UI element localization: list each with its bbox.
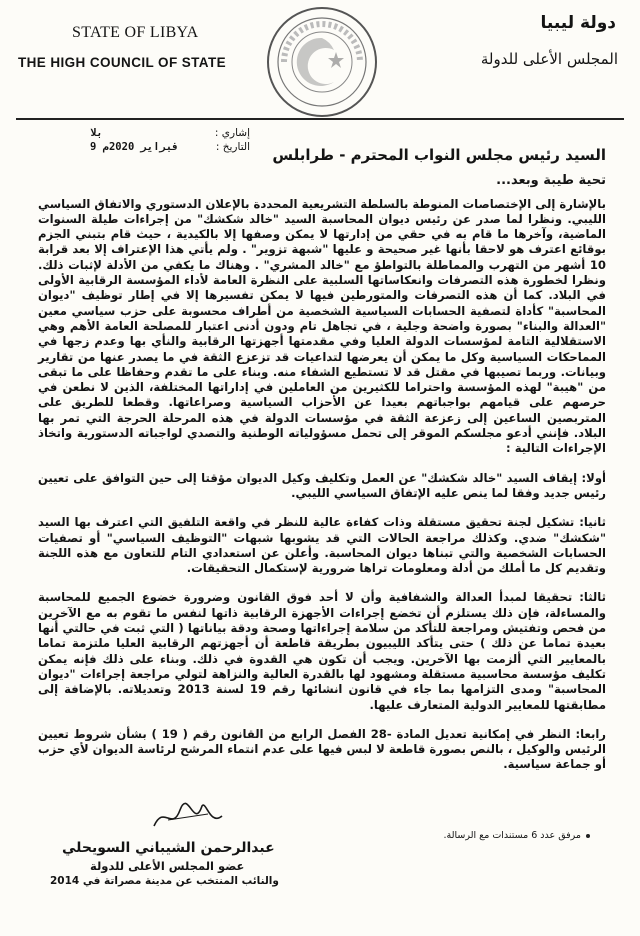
letterhead-arabic-title: دولة ليبيا bbox=[540, 13, 616, 33]
item-third: ثالثا: تحقيقا لمبدأ العدالة والشفافية وأن لا أحد فوق القانون وضرورة خضوع الجميع للمحاسبة والمساءلة، فإن ذلك يستلزم أن تخضع إجراءات الأجهزة الرقابية ذاتها لنفس ما تقوم به مع الآخرين من فحص وتفتيش ومراجعة للتأكد من سلامة إجراءاتها وصحة ودقة بياناتها ( التي ثبت في حالتي أنها بعيدة تماما عن ذلك ) حتى يتأكد الليبيون بطريقة قاطعة أن أجهزتهم الرقابية العليا ملتزمة تماما بالمعايير التي ألزمت بها الآخرين. ويجب أن تكون هي القدوة في ذلك. وبناء على ذلك فإنه يمكن تكليف مؤسسة محاسبية مستقلة ومشهود لها بالقدرة العالية والنزاهة لتولي مراجعة إجراءات "ديوان المحاسبة" ومدى التزامها بما جاء في قانون انشائها رقم 19 لسنة 2013 وتعديلاته. بالإضافة إلى مطابقتها للمعايير الدولية المتعارف عليها. bbox=[38, 590, 606, 712]
item-first: أولا: إيقاف السيد "خالد شكشك" عن العمل وتكليف وكيل الديوان مؤقتا إلى حين التوافق على تعيين رئيس جديد وفقا لما ينص عليه الإتفاق السياسي الليبي. bbox=[38, 470, 606, 500]
reference-label: إشاري : bbox=[214, 127, 250, 139]
signatory-role: عضو المجلس الأعلى للدولة bbox=[90, 859, 245, 873]
main-paragraph: بالإشارة إلى الإختصاصات المنوطة بالسلطة التشريعية المحددة بالإعلان الدستوري والاتفاق السياسي الليبي. ونظرا لما صدر عن رئيس ديوان المحاسبة السيد "خالد شكشك" من إجراءات طيلة السنوات الماضية، وآخرها ما قام به في حقي من إدارتها لا يمكن وصفها إلا بالكيدية ، حيث قام بتبني الجزم بوقائع اعترف هو لاحقا بأنها غير صحيحة و عليها "شبهة تزوير" . ولم يأتي هذا الإعتراف إلا بعد قرابة 10 أشهر من التهرب والمماطلة بالتواطؤ مع "خالد المشري" . وهناك ما يكفي من الأدلة لإثبات ذلك. ونظرا لخطورة هذه التصرفات وانعكاساتها السلبية على النظرة العامة لأداء المؤسسة الرقابية الأولى في البلاد. كما أن هذه التصرفات والمتورطين فيها لا يمكن تفسيرها إلا في إطار توظيف "ديوان المحاسبة" كأداة لتصفية الحسابات السياسية الشخصية من أطراف محسوبة على حزب سياسي معين "العدالة والبناء" بصورة واضحة وجلية ، في تجاهل تام ودون أدنى اعتبار للمصلحة العامة الأهم وهي الاستقلالية التامة لمؤسسات الدولة العليا وفي مقدمتها أجهزتها الرقابية والنأي بها وعدم زجها في المماحكات السياسية وكل ما يمكن أن يعرضها لتداعيات قد تزعزع الثقة في ما يصدر عنها من تقارير وبيانات. وربما تصيبها في مقتل قد لا تستطيع الشفاء منه. وبناء على ما تقدم وحفاظا على ما تبقى من "هيبة" لهذه المؤسسة واحتراما للكثيرين من العاملين في إداراتها المختلفة، الذين لا نطعن في حرصهم على قيامهم بواجباتهم بعيدا عن الأحزاب السياسية وصراعاتها. وقطعا للطريق على المتربصين الساعين إلى زعزعة الثقة في مؤسسات الدولة في هذه المرحلة الحرجة التي تمر بها البلاد. فإنني أدعو مجلسكم الموقر إلى تحمل مسؤولياته الوطنية والتصدي لواجباته الدستورية واتخاذ الإجراءات التالية : bbox=[38, 196, 606, 456]
date-label: التاريخ : bbox=[215, 141, 250, 153]
bullet-icon bbox=[586, 834, 590, 838]
letterhead-arabic-subtitle: المجلس الأعلى للدولة bbox=[480, 50, 618, 68]
reference-value: بلا bbox=[90, 127, 103, 139]
item-second: ثانيا: تشكيل لجنة تحقيق مستقلة وذات كفاءة عالية للنظر في واقعة التلفيق التي اعترف بها السيد "شكشك" ضدي. وكذلك مراجعة الحالات التي قد يشوبها شبهات "التوظيف السياسي" أو تصفيات الحسابات الشخصية والتي تبناها ديوان المحاسبة. وأعلن عن استعدادي التام للتعاون مع هذه اللجنة وتقديم كل ما أملك من أدلة ومعلومات تراها ضرورية لإستكمال التحقيقات. bbox=[38, 515, 606, 576]
reference-row bbox=[90, 126, 250, 140]
state-seal-icon bbox=[264, 4, 380, 120]
date-value: 9 فبراير 2020م bbox=[90, 141, 179, 153]
letterhead-english-title: STATE OF LIBYA bbox=[72, 24, 199, 41]
letter-body bbox=[38, 142, 606, 787]
greeting-line: تحية طيبة وبعد... bbox=[496, 173, 606, 189]
signatory-role-secondary: والنائب المنتخب عن مدينة مصراتة في 2014 bbox=[50, 875, 279, 887]
item-fourth: رابعا: النظر في إمكانية تعديل المادة -28 الفصل الرابع من القانون رقم ( 19 ) بشأن شروط تعيين الرئيس والوكيل ، بالنص بصورة قاطعة لا لبس فيها على عدم انتماء المرشح لرئاسة الديوان لأي حزب أو جماعة سياسية. bbox=[38, 726, 606, 772]
letterhead-divider bbox=[16, 118, 624, 120]
signatory-name: عبدالرحمن الشيباني السويحلي bbox=[62, 840, 275, 856]
addressee-line: السيد رئيس مجلس النواب المحترم - طرابلس bbox=[272, 146, 606, 164]
attachment-text: مرفق عدد 6 مستندات مع الرسالة. bbox=[443, 830, 581, 841]
handwritten-signature bbox=[148, 796, 228, 836]
attachment-note bbox=[444, 830, 591, 841]
letterhead-english-subtitle: THE HIGH COUNCIL OF STATE bbox=[18, 55, 226, 70]
